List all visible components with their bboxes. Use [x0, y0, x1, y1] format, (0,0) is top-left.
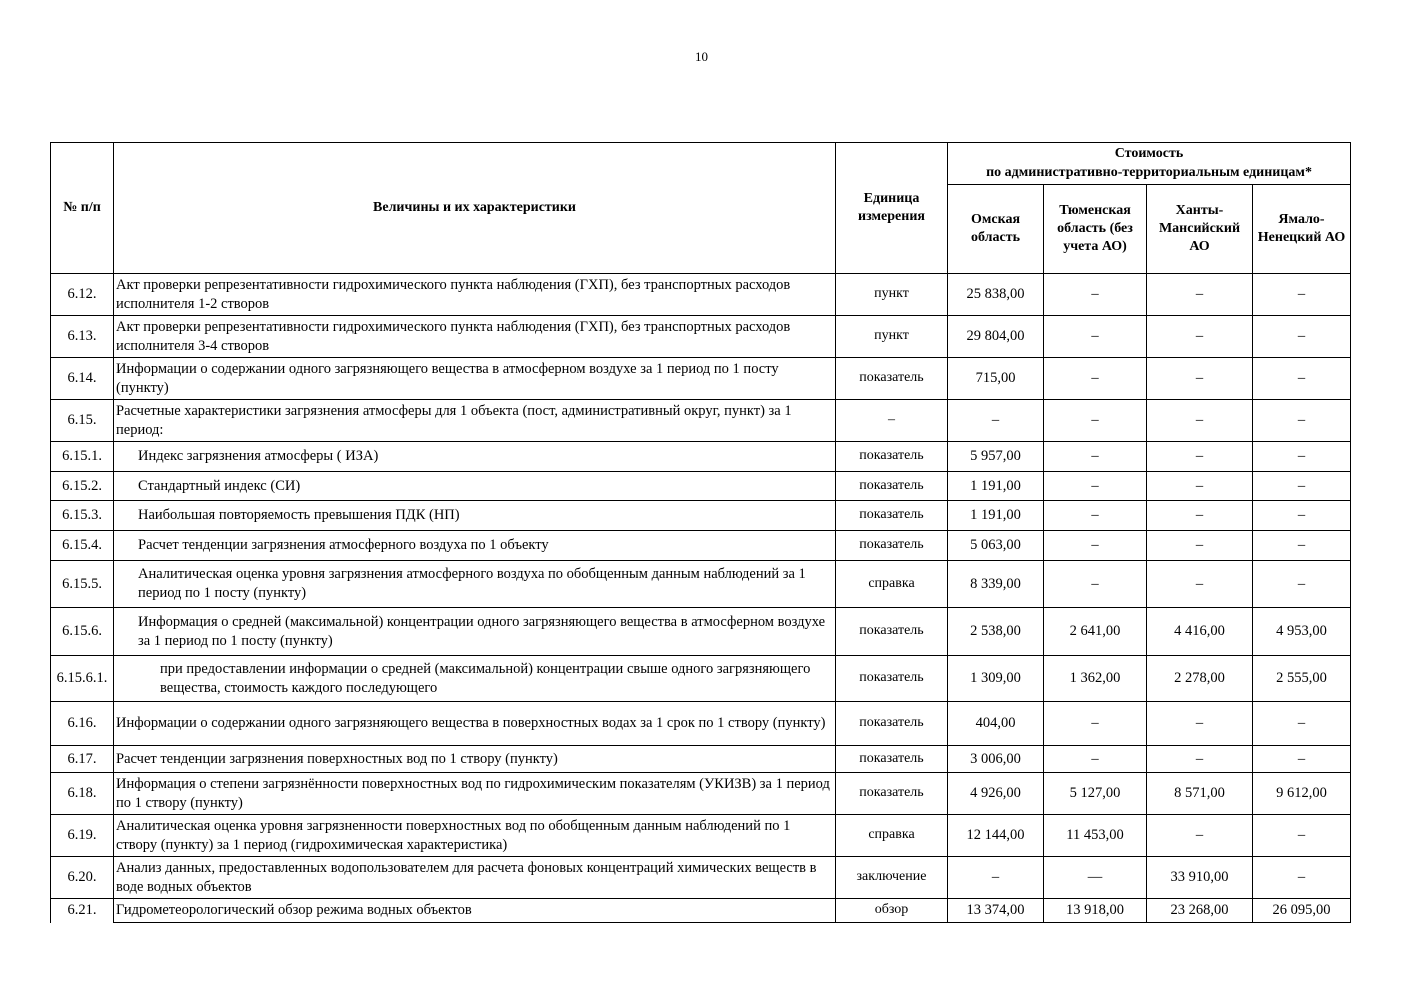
cost-omsk: –	[948, 857, 1044, 899]
cost-omsk: 5 063,00	[948, 531, 1044, 561]
row-number: 6.15.4.	[51, 531, 114, 561]
cost-ynao: –	[1253, 358, 1351, 400]
cost-omsk: 12 144,00	[948, 815, 1044, 857]
header-region-khmao: Ханты-Мансийский АО	[1147, 185, 1253, 274]
row-number: 6.14.	[51, 358, 114, 400]
row-unit: заключение	[836, 857, 948, 899]
row-unit: показатель	[836, 472, 948, 501]
row-description: Информации о содержании одного загрязняющего вещества в поверхностных водах за 1 срок по 1 створу (пункту)	[114, 702, 836, 746]
cost-omsk: –	[948, 400, 1044, 442]
table-row	[51, 442, 1351, 472]
row-number: 6.15.6.	[51, 608, 114, 656]
cost-omsk: 2 538,00	[948, 608, 1044, 656]
row-description: Расчет тенденции загрязнения поверхностных вод по 1 створу (пункту)	[114, 746, 836, 773]
row-description: Наибольшая повторяемость превышения ПДК (НП)	[114, 501, 836, 531]
cost-omsk: 25 838,00	[948, 274, 1044, 316]
cost-khmao: –	[1147, 702, 1253, 746]
cost-omsk: 29 804,00	[948, 316, 1044, 358]
cost-omsk: 1 309,00	[948, 656, 1044, 702]
cost-ynao: 4 953,00	[1253, 608, 1351, 656]
row-number: 6.15.5.	[51, 561, 114, 608]
cost-khmao: –	[1147, 501, 1253, 531]
row-unit: –	[836, 400, 948, 442]
cost-omsk: 404,00	[948, 702, 1044, 746]
cost-khmao: 23 268,00	[1147, 899, 1253, 923]
cost-tyumen: –	[1044, 702, 1147, 746]
table-row	[51, 274, 1351, 316]
row-number: 6.17.	[51, 746, 114, 773]
cost-omsk: 4 926,00	[948, 773, 1044, 815]
cost-ynao: –	[1253, 472, 1351, 501]
row-description: Анализ данных, предоставленных водопользователем для расчета фоновых концентраций химических веществ в воде водных объектов	[114, 857, 836, 899]
row-unit: справка	[836, 561, 948, 608]
cost-ynao: –	[1253, 702, 1351, 746]
cost-tyumen: –	[1044, 316, 1147, 358]
table-row	[51, 899, 1351, 923]
cost-ynao: 9 612,00	[1253, 773, 1351, 815]
table-row	[51, 746, 1351, 773]
table-row	[51, 501, 1351, 531]
row-number: 6.16.	[51, 702, 114, 746]
table-row	[51, 608, 1351, 656]
cost-omsk: 3 006,00	[948, 746, 1044, 773]
cost-khmao: –	[1147, 746, 1253, 773]
row-number: 6.15.1.	[51, 442, 114, 472]
cost-tyumen: —	[1044, 857, 1147, 899]
header-cost-subtitle: по административно-территориальным единицам*	[986, 164, 1312, 180]
cost-tyumen: 13 918,00	[1044, 899, 1147, 923]
row-number: 6.13.	[51, 316, 114, 358]
row-description: Информация о степени загрязнённости поверхностных вод по гидрохимическим показателям (УКИЗВ) за 1 период по 1 створу (пункту)	[114, 773, 836, 815]
cost-khmao: –	[1147, 358, 1253, 400]
cost-tyumen: 11 453,00	[1044, 815, 1147, 857]
row-description: Информации о содержании одного загрязняющего вещества в атмосферном воздухе за 1 период по 1 посту (пункту)	[114, 358, 836, 400]
header-region-tyumen: Тюменская область (без учета АО)	[1044, 185, 1147, 274]
cost-tyumen: 5 127,00	[1044, 773, 1147, 815]
row-description: Акт проверки репрезентативности гидрохимического пункта наблюдения (ГХП), без транспортных расходов исполнителя 1-2 створов	[114, 274, 836, 316]
table-row	[51, 857, 1351, 899]
row-number: 6.19.	[51, 815, 114, 857]
row-unit: показатель	[836, 501, 948, 531]
row-unit: показатель	[836, 773, 948, 815]
table-row	[51, 561, 1351, 608]
cost-khmao: –	[1147, 815, 1253, 857]
header-description: Величины и их характеристики	[114, 143, 836, 274]
row-unit: пункт	[836, 274, 948, 316]
cost-ynao: –	[1253, 316, 1351, 358]
header-unit: Единица измерения	[836, 143, 948, 274]
header-num: № п/п	[51, 143, 114, 274]
cost-tyumen: –	[1044, 358, 1147, 400]
cost-ynao: –	[1253, 274, 1351, 316]
cost-ynao: –	[1253, 531, 1351, 561]
cost-ynao: 26 095,00	[1253, 899, 1351, 923]
row-number: 6.12.	[51, 274, 114, 316]
cost-omsk: 1 191,00	[948, 472, 1044, 501]
cost-khmao: –	[1147, 472, 1253, 501]
table-row	[51, 531, 1351, 561]
cost-khmao: 33 910,00	[1147, 857, 1253, 899]
cost-ynao: –	[1253, 561, 1351, 608]
row-description: Расчет тенденции загрязнения атмосферного воздуха по 1 объекту	[114, 531, 836, 561]
table-row	[51, 358, 1351, 400]
cost-khmao: –	[1147, 442, 1253, 472]
cost-ynao: –	[1253, 815, 1351, 857]
row-unit: показатель	[836, 531, 948, 561]
row-description: Стандартный индекс (СИ)	[114, 472, 836, 501]
row-description: при предоставлении информации о средней (максимальной) концентрации свыше одного загрязняющего вещества, стоимость каждого последующего	[114, 656, 836, 702]
cost-omsk: 8 339,00	[948, 561, 1044, 608]
row-number: 6.15.	[51, 400, 114, 442]
table-row	[51, 656, 1351, 702]
cost-khmao: 8 571,00	[1147, 773, 1253, 815]
cost-omsk: 5 957,00	[948, 442, 1044, 472]
cost-tyumen: 2 641,00	[1044, 608, 1147, 656]
cost-ynao: –	[1253, 400, 1351, 442]
row-description: Расчетные характеристики загрязнения атмосферы для 1 объекта (пост, административный округ, пункт) за 1 период:	[114, 400, 836, 442]
cost-omsk: 715,00	[948, 358, 1044, 400]
row-description: Индекс загрязнения атмосферы ( ИЗА)	[114, 442, 836, 472]
row-number: 6.21.	[51, 899, 114, 923]
row-unit: показатель	[836, 608, 948, 656]
header-region-omsk: Омская область	[948, 185, 1044, 274]
cost-khmao: 4 416,00	[1147, 608, 1253, 656]
table-row	[51, 400, 1351, 442]
row-number: 6.20.	[51, 857, 114, 899]
cost-tyumen: –	[1044, 501, 1147, 531]
page-number: 10	[695, 49, 708, 64]
cost-tyumen: –	[1044, 274, 1147, 316]
cost-ynao: –	[1253, 746, 1351, 773]
table-row	[51, 815, 1351, 857]
cost-ynao: 2 555,00	[1253, 656, 1351, 702]
cost-tyumen: –	[1044, 442, 1147, 472]
header-cost-group	[948, 143, 1351, 185]
cost-khmao: –	[1147, 316, 1253, 358]
cost-ynao: –	[1253, 857, 1351, 899]
cost-khmao: –	[1147, 274, 1253, 316]
row-unit: показатель	[836, 656, 948, 702]
row-description: Аналитическая оценка уровня загрязненности поверхностных вод по обобщенным данным наблюдений по 1 створу (пункту) за 1 период (гидрохимическая характеристика)	[114, 815, 836, 857]
cost-khmao: –	[1147, 531, 1253, 561]
row-unit: обзор	[836, 899, 948, 923]
table-row	[51, 702, 1351, 746]
row-number: 6.18.	[51, 773, 114, 815]
cost-tyumen: –	[1044, 472, 1147, 501]
row-unit: показатель	[836, 702, 948, 746]
header-region-ynao: Ямало-Ненецкий АО	[1253, 185, 1351, 274]
row-unit: справка	[836, 815, 948, 857]
cost-khmao: –	[1147, 561, 1253, 608]
row-description: Информация о средней (максимальной) концентрации одного загрязняющего вещества в атмосферном воздухе за 1 период по 1 посту (пункту)	[114, 608, 836, 656]
cost-tyumen: –	[1044, 400, 1147, 442]
row-number: 6.15.6.1.	[51, 656, 114, 702]
row-number: 6.15.3.	[51, 501, 114, 531]
cost-table	[50, 142, 1351, 923]
cost-tyumen: –	[1044, 531, 1147, 561]
cost-omsk: 1 191,00	[948, 501, 1044, 531]
row-unit: показатель	[836, 358, 948, 400]
cost-khmao: –	[1147, 400, 1253, 442]
cost-tyumen: 1 362,00	[1044, 656, 1147, 702]
row-number: 6.15.2.	[51, 472, 114, 501]
row-description: Гидрометеорологический обзор режима водных объектов	[114, 899, 836, 923]
table-row	[51, 472, 1351, 501]
cost-tyumen: –	[1044, 561, 1147, 608]
header-cost-title: Стоимость	[1114, 146, 1184, 162]
row-unit: показатель	[836, 746, 948, 773]
table-body	[51, 274, 1351, 923]
row-unit: пункт	[836, 316, 948, 358]
cost-ynao: –	[1253, 501, 1351, 531]
row-unit: показатель	[836, 442, 948, 472]
row-description: Аналитическая оценка уровня загрязнения атмосферного воздуха по обобщенным данным наблюдений за 1 период по 1 посту (пункту)	[114, 561, 836, 608]
table-row	[51, 316, 1351, 358]
cost-tyumen: –	[1044, 746, 1147, 773]
table-row	[51, 773, 1351, 815]
cost-khmao: 2 278,00	[1147, 656, 1253, 702]
cost-ynao: –	[1253, 442, 1351, 472]
cost-omsk: 13 374,00	[948, 899, 1044, 923]
row-description: Акт проверки репрезентативности гидрохимического пункта наблюдения (ГХП), без транспортных расходов исполнителя 3-4 створов	[114, 316, 836, 358]
